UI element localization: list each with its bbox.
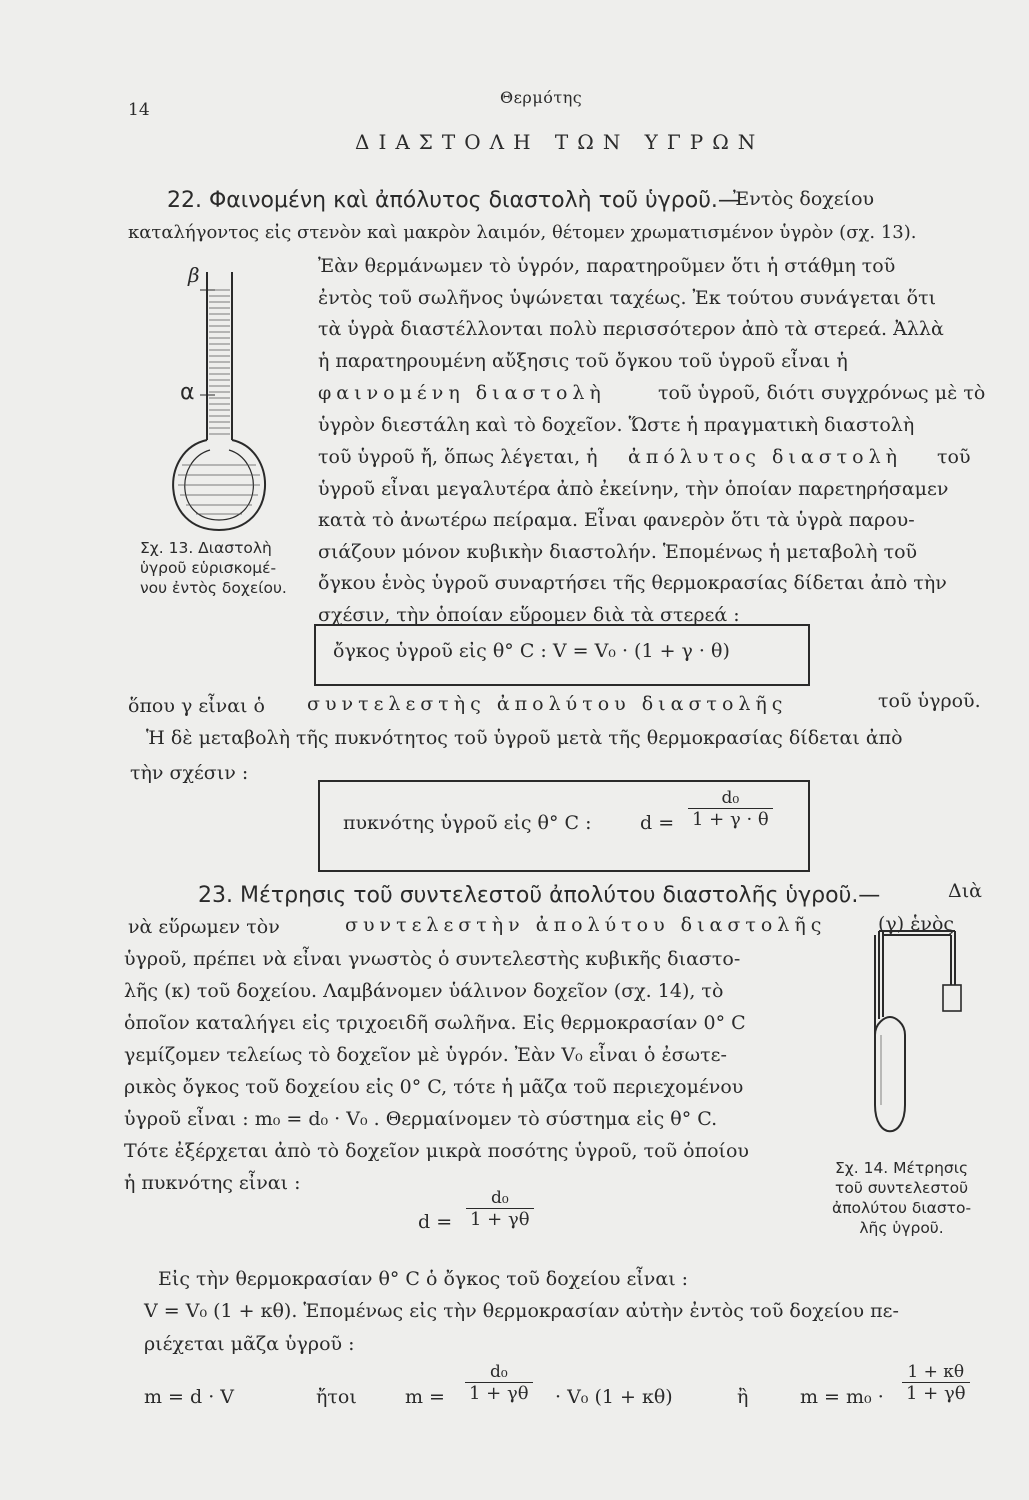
figure-14-capillary-vessel xyxy=(855,925,975,1145)
section23-line: νὰ εὕρωμεν τὸν xyxy=(128,916,280,938)
fraction-denominator: 1 + γθ xyxy=(902,1382,970,1404)
formula-mass-fraction-2 xyxy=(902,1362,970,1404)
section23-line: ρικὸς ὄγκος τοῦ δοχείου εἰς 0° C, τότε ἡ μᾶζα τοῦ περιεχομένου xyxy=(124,1076,744,1098)
fraction-denominator: 1 + γθ xyxy=(466,1208,534,1230)
spaced-term: συντελεστὴν ἀπολύτου διαστολῆς xyxy=(345,914,827,936)
section23-line: ὁποῖον καταλήγει εἰς τριχοειδῆ σωλῆνα. Εἰς θερμοκρασίαν 0° C xyxy=(124,1012,746,1034)
section23-line: ἡ πυκνότης εἶναι : xyxy=(124,1172,301,1194)
figure-13-label-b: β xyxy=(188,263,200,287)
formula-volume: ὄγκος ὑγροῦ εἰς θ° C : V = V₀ · (1 + γ · θ) xyxy=(333,640,730,662)
fraction-denominator: 1 + γθ xyxy=(465,1382,533,1404)
figure-14-caption xyxy=(832,1158,971,1238)
paragraph-line: ὅπου γ εἶναι ὁ xyxy=(128,695,265,717)
formula-d-fraction xyxy=(466,1188,534,1230)
spaced-term: συντελεστὴς ἀπολύτου διαστολῆς xyxy=(307,693,788,715)
section23-line: λῆς (κ) τοῦ δοχείου. Λαμβάνομεν ὑάλινον δοχεῖον (σχ. 14), τὸ xyxy=(124,980,724,1002)
section22-line: ὑγροῦ εἶναι μεγαλυτέρα ἀπὸ ἐκείνην, τὴν ὁποίαν παρετηρήσαμεν xyxy=(318,478,949,500)
formula-word-or: ἢ xyxy=(737,1386,749,1408)
section22-line: ὑγρὸν διεστάλη καὶ τὸ δοχεῖον. Ὥστε ἡ πραγματικὴ διαστολὴ xyxy=(318,414,915,436)
caption-line: ὑγροῦ εὑρισκομέ- xyxy=(140,559,277,577)
section22-line: ὄγκου ἑνὸς ὑγροῦ συναρτήσει τῆς θερμοκρασίας δίδεται ἀπὸ τὴν xyxy=(318,572,947,594)
caption-line: Σχ. 14. Μέτρησις xyxy=(834,1159,969,1177)
formula-mass-tail: · V₀ (1 + κθ) xyxy=(555,1386,673,1408)
section22-line: καταλήγοντος εἰς στενὸν καὶ μακρὸν λαιμόν, θέτομεν χρωματισμένον ὑγρὸν (σχ. 13). xyxy=(128,222,917,243)
section-title: ΔΙΑΣΤΟΛΗ ΤΩΝ ΥΓΡΩΝ xyxy=(355,130,765,154)
caption-line: τοῦ συντελεστοῦ xyxy=(835,1179,969,1197)
section23-line: ὑγροῦ εἶναι : m₀ = d₀ · V₀ . Θερμαίνομεν τὸ σύστημα εἰς θ° C. xyxy=(124,1108,718,1130)
page-number: 14 xyxy=(128,100,150,120)
caption-line: νου ἐντὸς δοχείου. xyxy=(140,579,287,597)
section22-line: σχέσιν, τὴν ὁποίαν εὕρομεν διὰ τὰ στερεά : xyxy=(318,604,740,626)
fraction-numerator: d₀ xyxy=(489,1362,508,1382)
spaced-term: ἀπόλυτος διαστολὴ xyxy=(628,446,903,468)
formula-density-lhs: d = xyxy=(640,812,675,834)
section22-line: Ἐὰν θερμάνωμεν τὸ ὑγρόν, παρατηροῦμεν ὅτι ἡ στάθμη τοῦ xyxy=(318,255,896,277)
section23-line: Εἰς τὴν θερμοκρασίαν θ° C ὁ ὄγκος τοῦ δοχείου εἶναι : xyxy=(158,1268,689,1290)
section22-line: Ἐντὸς δοχείου xyxy=(733,188,875,210)
section22-line: τοῦ ὑγροῦ, διότι συγχρόνως μὲ τὸ xyxy=(658,382,986,404)
section22-line: σιάζουν μόνον κυβικὴν διαστολήν. Ἑπομένως ἡ μεταβολὴ τοῦ xyxy=(318,541,918,563)
formula-mass-lhs2: m = m₀ · xyxy=(800,1386,884,1408)
formula-word-itoi: ἤτοι xyxy=(316,1386,357,1408)
figure-13-caption xyxy=(140,538,287,598)
formula-density-label: πυκνότης ὑγροῦ εἰς θ° C : xyxy=(343,812,592,834)
section22-line: τοῦ ὑγροῦ ἤ, ὅπως λέγεται, ἡ xyxy=(318,446,598,468)
section22-line: ἐντὸς τοῦ σωλῆνος ὑψώνεται ταχέως. Ἐκ τούτου συνάγεται ὅτι xyxy=(318,287,937,309)
caption-line: ἀπολύτου διαστο- xyxy=(832,1199,972,1217)
fraction-numerator: d₀ xyxy=(490,1188,509,1208)
section23-line: ριέχεται μᾶζα ὑγροῦ : xyxy=(144,1333,355,1355)
section23-line: γεμίζομεν τελείως τὸ δοχεῖον μὲ ὑγρόν. Ἐὰν V₀ εἶναι ὁ ἐσωτε- xyxy=(124,1044,727,1066)
section23-line: Τότε ἐξέρχεται ἀπὸ τὸ δοχεῖον μικρὰ ποσότης ὑγροῦ, τοῦ ὁποίου xyxy=(124,1140,749,1162)
paragraph-line: Ἡ δὲ μεταβολὴ τῆς πυκνότητος τοῦ ὑγροῦ μετὰ τῆς θερμοκρασίας δίδεται ἀπὸ xyxy=(146,727,903,749)
caption-line: λῆς ὑγροῦ. xyxy=(859,1219,944,1237)
figure-13-flask xyxy=(120,250,300,560)
running-title: Θερμότης xyxy=(500,88,583,107)
spaced-term: φαινομένη διαστολὴ xyxy=(318,382,606,404)
paragraph-line: τὴν σχέσιν : xyxy=(130,762,249,784)
fraction-numerator: 1 + κθ xyxy=(907,1362,965,1382)
section23-line: V = V₀ (1 + κθ). Ἑπομένως εἰς τὴν θερμοκρασίαν αὐτὴν ἐντὸς τοῦ δοχείου πε- xyxy=(144,1300,899,1322)
caption-line: Σχ. 13. Διαστολὴ xyxy=(140,539,272,557)
section22-line: ἡ παρατηρουμένη αὔξησις τοῦ ὄγκου τοῦ ὑγροῦ εἶναι ἡ xyxy=(318,350,848,372)
section23-line: (γ) ἑνὸς xyxy=(878,913,955,935)
section22-line: κατὰ τὸ ἀνωτέρω πείραμα. Εἶναι φανερὸν ὅτι τὰ ὑγρὰ παρου- xyxy=(318,509,915,531)
formula-density-fraction xyxy=(688,788,773,830)
section22-line: τοῦ xyxy=(937,446,971,468)
formula-mass-lhs: m = xyxy=(405,1386,445,1408)
section23-line: ὑγροῦ, πρέπει νὰ εἶναι γνωστὸς ὁ συντελεστὴς κυβικῆς διαστο- xyxy=(124,948,741,970)
section22-heading: 22. Φαινομένη καὶ ἀπόλυτος διαστολὴ τοῦ ὑγροῦ.— xyxy=(167,188,740,213)
section22-line: τὰ ὑγρὰ διαστέλλονται πολὺ περισσότερον ἀπὸ τὰ στερεά. Ἀλλὰ xyxy=(318,318,944,340)
formula-d-lhs: d = xyxy=(418,1211,453,1233)
fraction-denominator: 1 + γ · θ xyxy=(688,808,773,830)
fraction-numerator: d₀ xyxy=(721,788,740,808)
section23-line: Διὰ xyxy=(948,880,983,902)
section23-heading: 23. Μέτρησις τοῦ συντελεστοῦ ἀπολύτου διαστολῆς ὑγροῦ.— xyxy=(198,883,881,908)
formula-mass-1: m = d · V xyxy=(144,1386,235,1408)
figure-13-label-a: α xyxy=(180,380,195,405)
formula-mass-fraction xyxy=(465,1362,533,1404)
paragraph-line: τοῦ ὑγροῦ. xyxy=(878,690,981,712)
